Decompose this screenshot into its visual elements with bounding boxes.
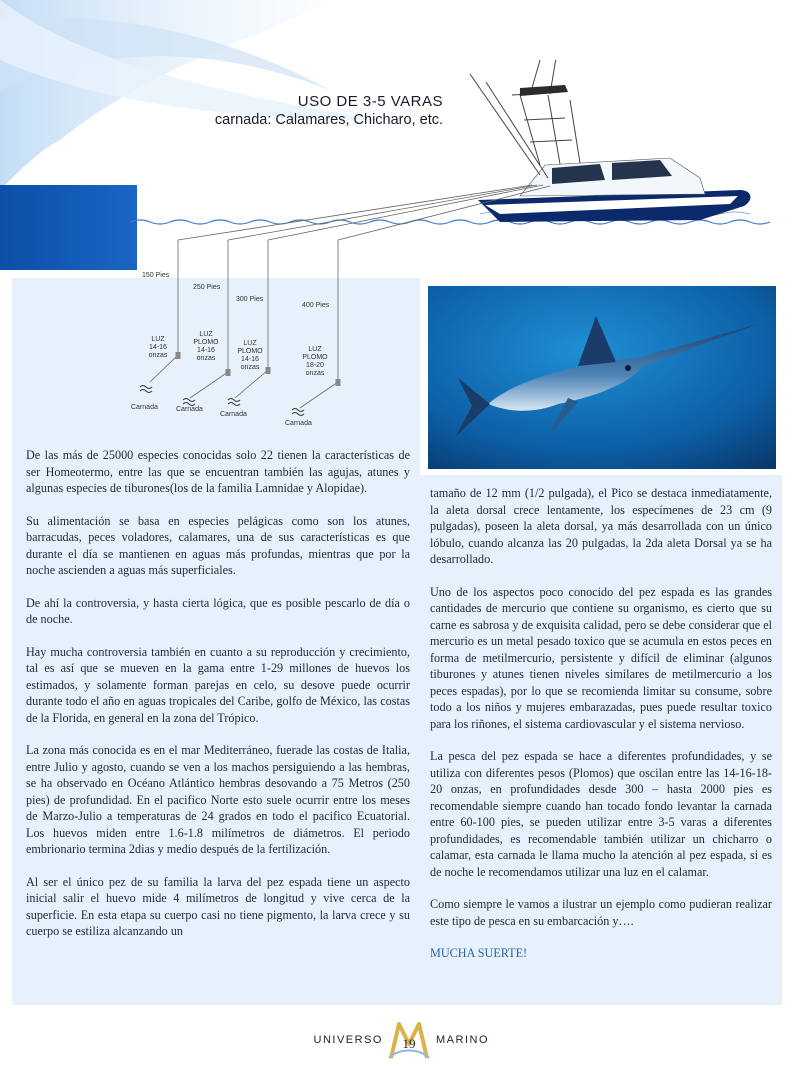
diagram-subtitle: carnada: Calamares, Chicharo, etc. (214, 112, 443, 128)
page-footer (0, 1018, 812, 1066)
bait-label-4: Carnada (285, 420, 312, 427)
svg-text:onzas: onzas (305, 370, 325, 377)
depth-label-150: 150 Pies (142, 272, 170, 279)
footer-brand-left: UNIVERSO (313, 1034, 383, 1046)
diagram-title: USO DE 3-5 VARAS (297, 93, 443, 110)
svg-text:LUZ: LUZ (151, 336, 165, 343)
svg-text:14-16: 14-16 (149, 344, 167, 351)
bait-label-1: Carnada (131, 404, 158, 411)
paragraph: La zona más conocida es en el mar Mediterráneo, fuerade las costas de Italia, entre Julio y agosto, cuando se ven a los machos persiguiendo a las hembras, se ha observado en Océano Atlántico hembras desovando a 75 Metros (250 pies) de profundidad. En el pacifico Norte esto suele ocurrir entre los meses de Marzo-Julio a temperaturas de 24 grados en todo el pacifico Ecuatorial. Los huevos miden entre 1.6-1.8 milímetros de diámetros. El periodo embrionario termina 2dias y medio después de la fertilización. (26, 743, 410, 856)
svg-text:PLOMO: PLOMO (302, 354, 328, 361)
article-right-column (430, 485, 772, 978)
svg-text:PLOMO: PLOMO (237, 348, 263, 355)
page-number: 19 (402, 1036, 416, 1051)
paragraph: Hay mucha controversia también en cuanto a su reproducción y crecimiento, tal es así que se mueven en la gama entre 1-29 millones de huevos los estimados, y solamente forman parejas en celo, su desove puede ocurrir durante todo el año en aguas tropicales del Caribe, golfo de México, las costas de la Florida, en general en la zona del Trópico. (26, 644, 410, 725)
swordfish-photo (428, 286, 776, 469)
rig-label-4 (302, 346, 328, 377)
paragraph: De ahí la controversia, y hasta cierta lógica, que es posible pescarlo de día o de noche. (26, 595, 410, 626)
closing-line: MUCHA SUERTE! (430, 946, 528, 960)
svg-text:LUZ: LUZ (243, 340, 257, 347)
svg-text:LUZ: LUZ (199, 331, 213, 338)
rig-label-2 (193, 331, 219, 362)
svg-text:LUZ: LUZ (308, 346, 322, 353)
rig-label-1 (149, 336, 168, 359)
paragraph: De las más de 25000 especies conocidas solo 22 tienen la características de ser Homeotermo, entre las que se encuentran también las agujas, atunes y algunas especies de tiburones(los de la familia Lamnidae y Alopidae). (26, 448, 410, 495)
depth-label-300: 300 Pies (236, 296, 264, 303)
rig-label-3 (237, 340, 263, 371)
paragraph: La pesca del pez espada se hace a diferentes profundidades, y se utiliza con diferentes pesos (Plomos) que oscilan entre las 14-16-18-20 onzas, en profundidades desde 300 – hasta 2000 pies es recomendable siempre cuando han tocado fondo levantar la carnada entre 60-100 pies, se pueden utilizar entre 3-5 varas a diferentes profundidades, es recomendable también utilizar un chicharro o calamar, esta carnada le llama mucho la atención al pez espada, si es de noche le recomendamos utilizar una luz en el calamar. (430, 749, 772, 879)
svg-text:onzas: onzas (240, 364, 260, 371)
svg-text:onzas: onzas (148, 352, 168, 359)
paragraph: Su alimentación se basa en especies pelágicas como son los atunes, barracudas, peces voladores, calamares, una de sus características es que durante el día se mantienen en aguas más profundas, mientras que por la noche ascienden a aguas más superficiales. (26, 513, 410, 577)
article-left-column (26, 447, 410, 956)
footer-brand-right: MARINO (436, 1034, 489, 1046)
bait-label-2: Carnada (176, 406, 203, 413)
paragraph: Como siempre le vamos a ilustrar un ejemplo como pudieran realizar este tipo de pesca en su embarcación y…. (430, 897, 772, 928)
sport-fishing-boat (470, 60, 750, 222)
depth-label-400: 400 Pies (302, 302, 330, 309)
svg-text:18-20: 18-20 (306, 362, 324, 369)
svg-text:PLOMO: PLOMO (193, 339, 219, 346)
bait-label-3: Carnada (220, 411, 247, 418)
svg-text:onzas: onzas (196, 355, 216, 362)
water-wave-line (130, 220, 770, 224)
paragraph: tamaño de 12 mm (1/2 pulgada), el Pico se destaca inmediatamente, la aleta dorsal crece lentamente, los especímenes de 23 cm (9 pulgadas), poseen la aleta dorsal, ya más desarrollada con un único lóbulo, cuando alcanza las 20 pulgadas, la 2da aleta Dorsal ya se ha desarrollado. (430, 486, 772, 566)
depth-label-250: 250 Pies (193, 284, 221, 291)
paragraph: Al ser el único pez de su familia la larva del pez espada tiene un aspecto inicial salir el huevo mide 4 milímetros de longitud y vive cerca de la superficie. En esta etapa su cuerpo casi no tiene pigmento, la larva crece y su cuerpo se estiliza alcanzando un (26, 874, 410, 938)
svg-text:14-16: 14-16 (241, 356, 259, 363)
svg-text:14-16: 14-16 (197, 347, 215, 354)
paragraph: Uno de los aspectos poco conocido del pez espada es las grandes cantidades de mercurio que contiene su organismo, es cierto que su carne es sabrosa y de exquisita calidad, pero se debe considerar que el mercurio es un metal pesado toxico que se acumula en estos peces en forma de metilmercurio, persistente y difícil de eliminar (algunos tiburones y atunes tienen niveles similares de metilmercurio a los peces espadas), por lo que se recomienda limitar su consume, sobre todo a los niños y mujeres embarazadas, pues puede resultar toxico para los riñones, el sistema cardiovascular y el sistema nervioso. (430, 584, 772, 731)
